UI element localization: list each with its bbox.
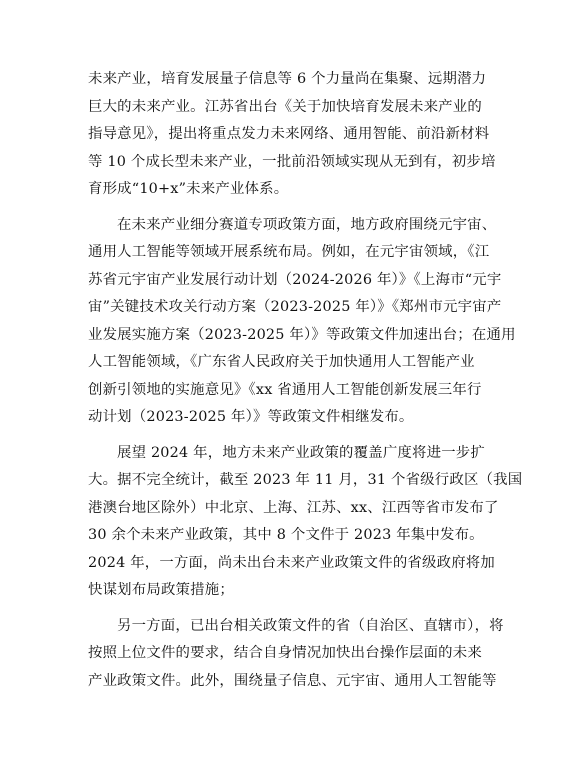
text-line: 动计划（2023-2025 年）》等政策文件相继发布。 xyxy=(88,409,414,425)
text-line: 2024 年，一方面，尚未出台未来产业政策文件的省级政府将加 xyxy=(88,554,495,571)
paragraph-1 xyxy=(88,66,504,204)
text-line: 通用人工智能等领域开展系统布局。例如，在元宇宙领域，《江 xyxy=(88,244,490,260)
text-line: 巨大的未来产业。江苏省出台《关于加快培育发展未来产业的 xyxy=(88,98,482,115)
text-line: 港澳台地区除外）中北京、上海、江苏、xx、江西等省市发布了 xyxy=(88,499,499,516)
text-line: 30 余个未来产业政策，其中 8 个文件于 2023 年集中发布。 xyxy=(88,527,484,543)
text-line: 另一方面，已出台相关政策文件的省（自治区、直辖市），将 xyxy=(117,617,504,634)
text-line: 创新引领地的实施意见》《xx 省通用人工智能创新发展三年行 xyxy=(88,381,482,398)
text-line: 业发展实施方案（2023-2025 年）》等政策文件加速出台；在通用 xyxy=(88,326,516,343)
text-line: 育形成“10+x”未来产业体系。 xyxy=(88,181,289,197)
paragraph-4 xyxy=(88,613,504,696)
text-line: 未来产业，培育发展量子信息等 6 个力量尚在集聚、远期潜力 xyxy=(88,71,487,87)
text-line: 快谋划布局政策措施； xyxy=(88,582,234,598)
text-line: 展望 2024 年，地方未来产业政策的覆盖广度将进一步扩 xyxy=(117,444,485,461)
text-line: 产业政策文件。此外，围绕量子信息、元宇宙、通用人工智能等 xyxy=(88,672,497,689)
text-line: 苏省元宇宙产业发展行动计划（2024-2026 年）》《上海市“元宇 xyxy=(88,271,502,288)
text-line: 人工智能领域，《广东省人民政府关于加快通用人工智能产业 xyxy=(88,354,475,370)
text-line: 宙”关键技术攻关行动方案（2023-2025 年）》《郑州市元宇宙产 xyxy=(88,299,502,315)
text-line: 按照上位文件的要求，结合自身情况加快出台操作层面的未来 xyxy=(88,645,482,661)
text-line: 在未来产业细分赛道专项政策方面，地方政府围绕元宇宙、 xyxy=(117,216,497,233)
text-line: 大。据不完全统计，截至 2023 年 11 月，31 个省级行政区（我国 xyxy=(88,472,523,488)
text-line: 指导意见》，提出将重点发力未来网络、通用智能、前沿新材料 xyxy=(88,126,490,142)
text-line: 等 10 个成长型未来产业，一批前沿领域实现从无到有，初步培 xyxy=(88,153,496,170)
paragraph-3 xyxy=(88,440,523,605)
paragraph-2 xyxy=(88,212,516,432)
